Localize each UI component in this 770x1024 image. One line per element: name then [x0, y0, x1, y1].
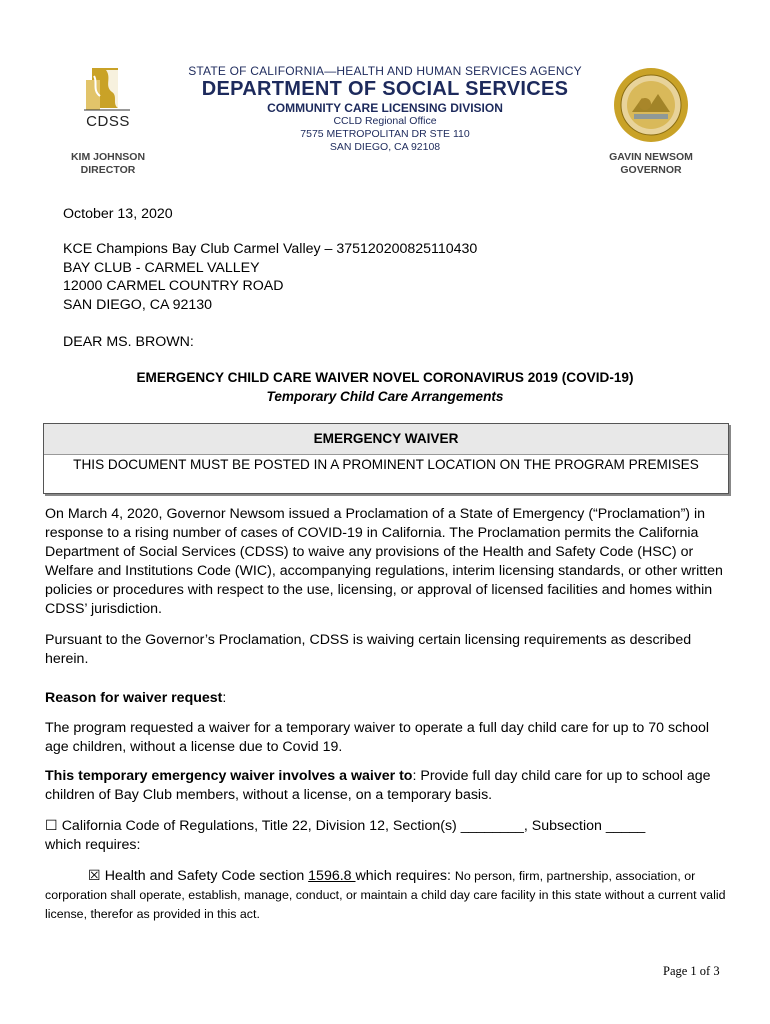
- department-name: DEPARTMENT OF SOCIAL SERVICES: [201, 78, 569, 100]
- director-name: KIM JOHNSON: [70, 151, 146, 163]
- hsc-requires-text: which requires:: [355, 868, 455, 884]
- division-name: COMMUNITY CARE LICENSING DIVISION: [267, 101, 503, 115]
- ccr-subsection-text: , Subsection: [523, 818, 606, 834]
- address-line: 12000 CARMEL COUNTRY ROAD: [63, 278, 284, 294]
- emergency-waiver-header: EMERGENCY WAIVER: [44, 424, 728, 455]
- ccr-checkbox[interactable]: ☐: [45, 818, 58, 834]
- hsc-section-number: 1596.8: [308, 868, 356, 884]
- proclamation-paragraph: On March 4, 2020, Governor Newsom issued a Proclamation of a State of Emergency (“Proclamation”) in response to a rising number of cases of COVID-19 in California. The Proclamation permits the California Department of Social Services (CDSS) to waive any provisions of the Health and Safety Code (HSC) or Welfare and Institutions Code (WIC), accompanying regulations, interim licensing standards, or other written policies or procedures with respect to the use, licensing, or approval of licensed facilities and homes within CDSS’ jurisdiction.: [45, 506, 723, 617]
- ccr-requires-text: which requires:: [45, 837, 141, 853]
- hsc-requirement: No person, firm, partnership, association, or corporation shall operate, establish, manage, conduct, or maintain a child day care facility in this state without a current valid license, therefor as provided in this act.: [45, 869, 726, 921]
- letterhead-header: [160, 64, 610, 154]
- waiver-title-block: [45, 368, 725, 406]
- ccr-text: California Code of Regulations, Title 22, Division 12, Section(s): [61, 818, 461, 834]
- letter-date: October 13, 2020: [63, 206, 173, 222]
- cdss-logo: [82, 66, 134, 146]
- hsc-text: Health and Safety Code section: [104, 868, 309, 884]
- waiver-title: EMERGENCY CHILD CARE WAIVER NOVEL CORONAVIRUS 2019 (COVID-19): [136, 370, 634, 385]
- governor-block: [596, 151, 706, 177]
- reason-heading: [45, 689, 735, 708]
- reason-label: Reason for waiver request: [45, 690, 223, 706]
- governor-name: GAVIN NEWSOM: [609, 151, 693, 163]
- waiver-subtitle: Temporary Child Care Arrangements: [266, 389, 504, 404]
- page-number: Page 1 of 3: [663, 964, 720, 978]
- address-line: SAN DIEGO, CA 92130: [63, 296, 213, 313]
- ccr-section-blank: ________: [460, 818, 524, 834]
- office-line: CCLD Regional Office: [333, 115, 437, 127]
- reason-colon: :: [222, 690, 227, 706]
- salutation: DEAR MS. BROWN:: [63, 334, 194, 350]
- address-line: BAY CLUB - CARMEL VALLEY: [63, 259, 260, 276]
- cdss-logo-text: CDSS: [86, 113, 130, 130]
- governor-title: GOVERNOR: [620, 164, 682, 176]
- pursuant-paragraph: Pursuant to the Governor’s Proclamation, CDSS is waiving certain licensing requirements as described herein.: [45, 632, 692, 667]
- address-line: KCE Champions Bay Club Carmel Valley – 375120200825110430: [63, 241, 478, 257]
- office-city-line: SAN DIEGO, CA 92108: [329, 141, 441, 153]
- posting-notice: THIS DOCUMENT MUST BE POSTED IN A PROMINENT LOCATION ON THE PROGRAM PREMISES: [73, 457, 699, 472]
- recipient-address: [63, 240, 703, 314]
- ccr-item: [45, 817, 735, 855]
- ccr-subsection-blank: _____: [605, 818, 646, 834]
- hsc-checkbox[interactable]: ☒: [88, 868, 101, 884]
- director-title: DIRECTOR: [80, 164, 136, 176]
- emergency-waiver-box: [43, 423, 729, 494]
- director-block: [58, 151, 158, 177]
- involves-label: This temporary emergency waiver involves a waiver to: [45, 768, 413, 784]
- involves-paragraph: [45, 767, 735, 805]
- reason-paragraph: The program requested a waiver for a temporary waiver to operate a full day child care for up to 70 school age children, without a license due to Covid 19.: [45, 720, 709, 755]
- office-address-line: 7575 METROPOLITAN DR STE 110: [300, 128, 470, 140]
- hsc-item: [45, 867, 735, 924]
- involves-text: : Provide full day child care for up to school age children of Bay Club members, without a license, on a temporary basis.: [45, 768, 711, 803]
- agency-name: STATE OF CALIFORNIA—HEALTH AND HUMAN SERVICES AGENCY: [188, 64, 582, 78]
- state-seal-icon: [612, 66, 690, 144]
